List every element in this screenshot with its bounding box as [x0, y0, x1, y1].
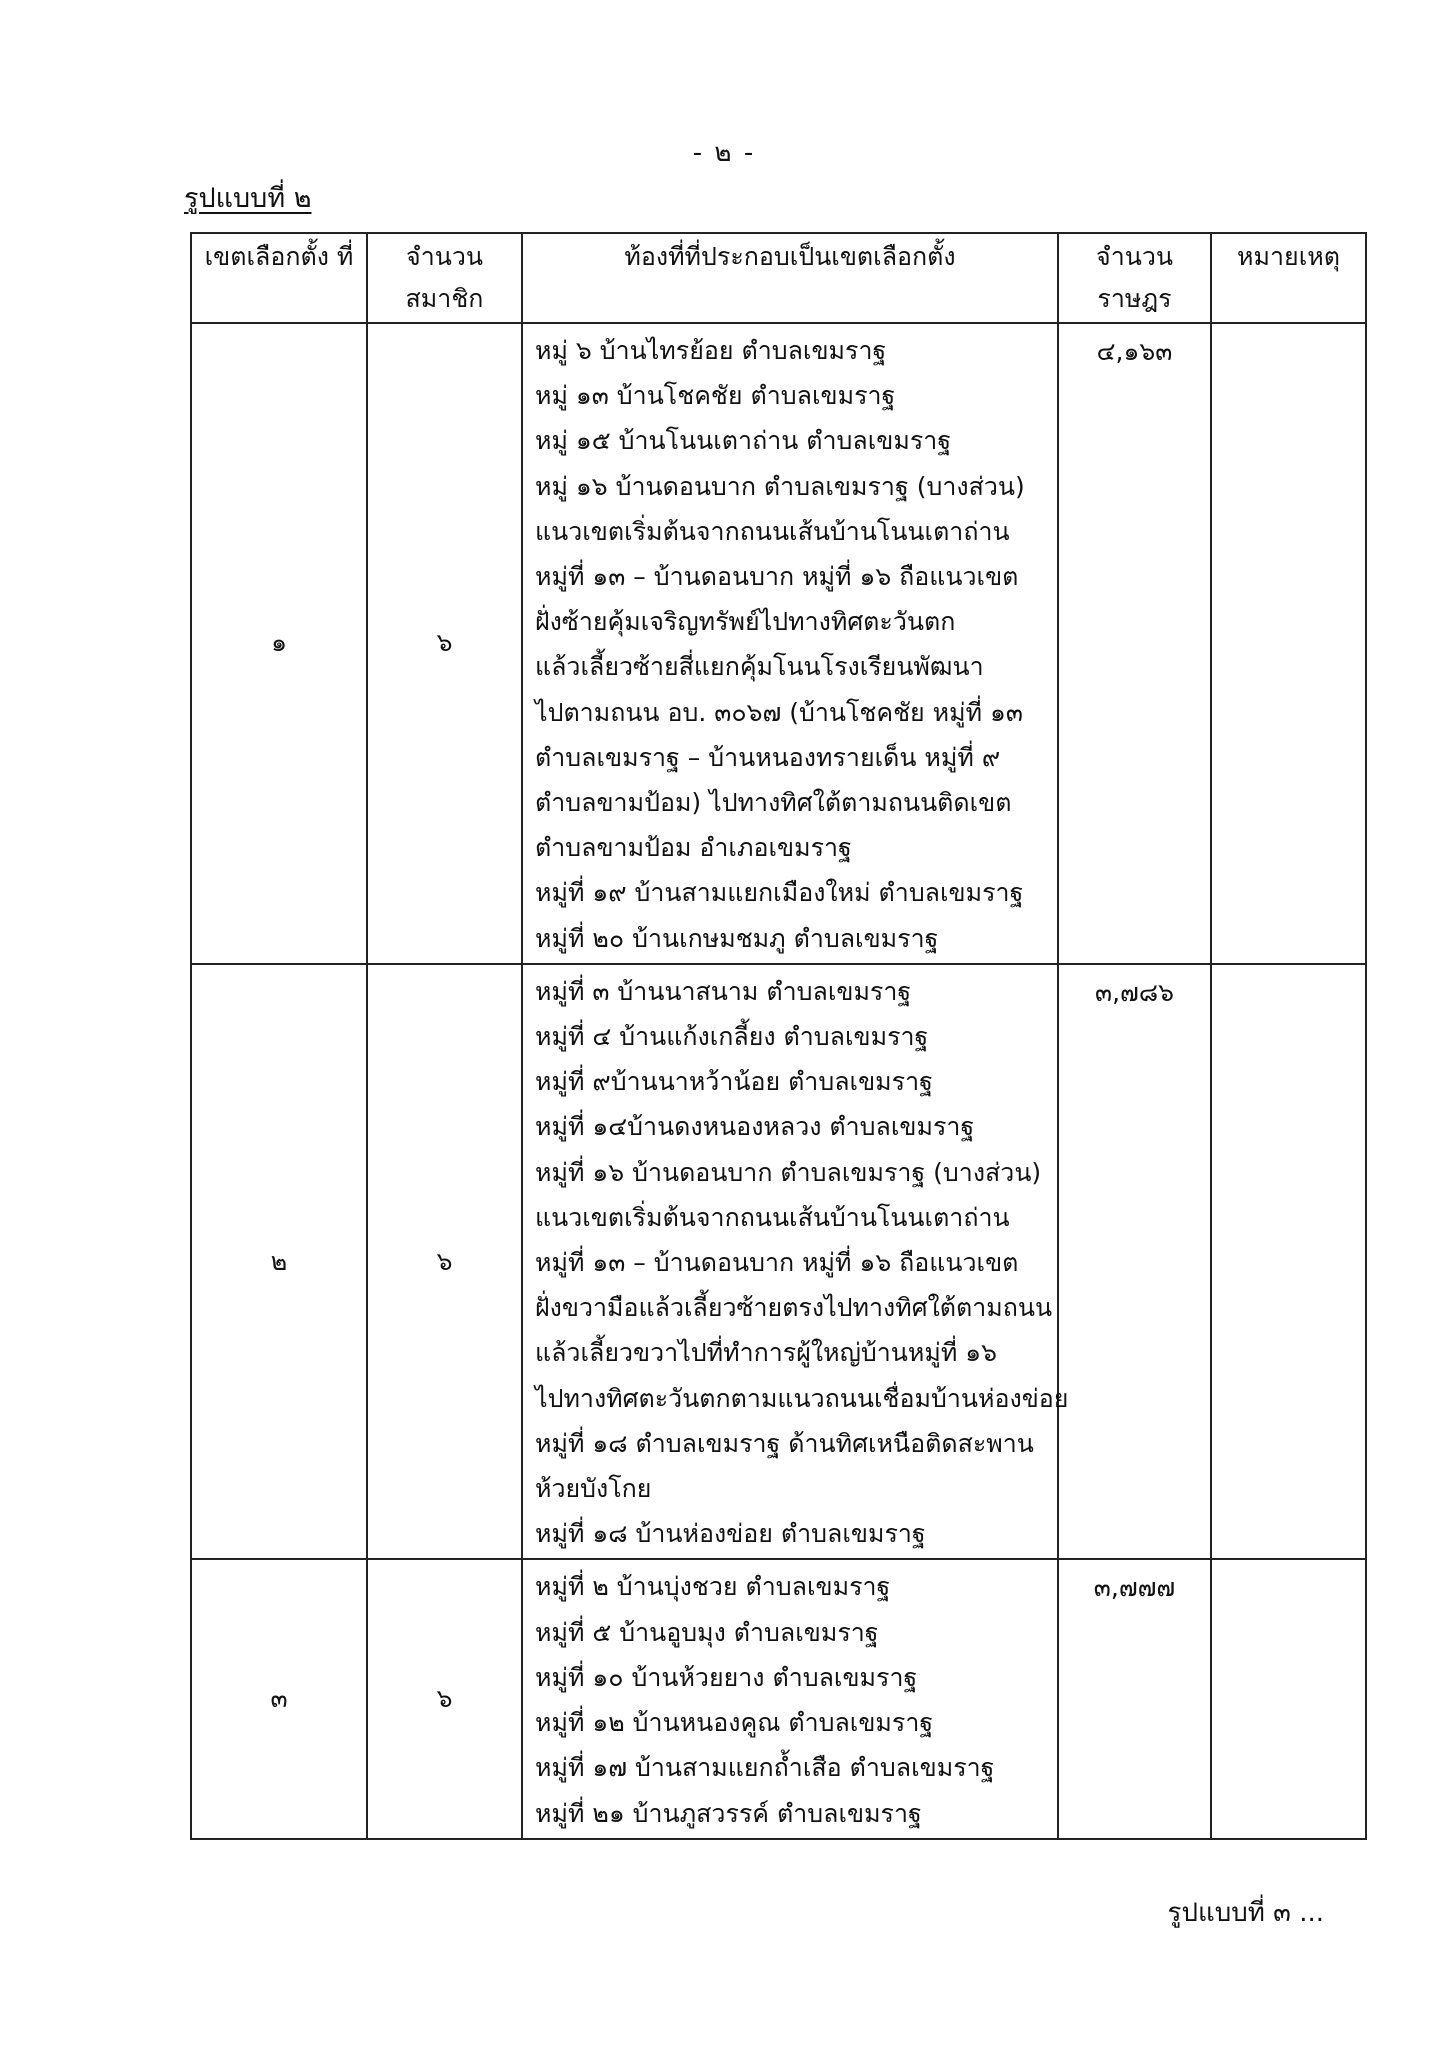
area-line: ตำบลขามป้อม อำเภอเขมราฐ [535, 833, 852, 863]
header-area: ท้องที่ที่ประกอบเป็นเขตเลือกตั้ง [522, 233, 1058, 323]
area-line: ไปตามถนน อบ. ๓๐๖๗ (บ้านโชคชัย หมู่ที่ ๑๓ [535, 697, 1023, 727]
area-line: หมู่ที่ ๒๐ บ้านเกษมชมภู ตำบลเขมราฐ [535, 923, 939, 953]
area-line: หมู่ที่ ๒๑ บ้านภูสวรรค์ ตำบลเขมราฐ [535, 1798, 922, 1828]
header-population: จำนวน ราษฎร [1058, 233, 1211, 323]
member-count: ๖ [367, 323, 522, 964]
area-line: หมู่ที่ ๑๗ บ้านสามแยกถ้ำเสือ ตำบลเขมราฐ [535, 1753, 995, 1783]
form-title: รูปแบบที่ ๒ [184, 183, 312, 214]
area-line: หมู่ ๖ บ้านไทรย้อย ตำบลเขมราฐ [535, 336, 887, 365]
table-row [191, 1559, 1366, 1838]
area-description [522, 323, 1058, 964]
district-number: ๓ [191, 1559, 367, 1838]
header-district: เขตเลือกตั้ง ที่ [191, 233, 367, 323]
area-line: หมู่ ๑๖ บ้านดอนบาก ตำบลเขมราฐ (บางส่วน) [535, 471, 1025, 501]
area-line: หมู่ที่ ๑๘ ตำบลเขมราฐ ด้านทิศเหนือติดสะพาน [535, 1428, 1034, 1458]
area-line: หมู่ที่ ๑๒ บ้านหนองคูณ ตำบลเขมราฐ [535, 1708, 934, 1738]
area-line: ฝั่งซ้ายคุ้มเจริญทรัพย์ไปทางทิศตะวันตก [535, 607, 956, 637]
area-line: ตำบลขามป้อม) ไปทางทิศใต้ตามถนนติดเขต [535, 788, 1012, 818]
area-line: หมู่ที่ ๑๓ – บ้านดอนบาก หมู่ที่ ๑๖ ถือแนวเขต [535, 562, 1019, 592]
population-count: ๔,๑๖๓ [1058, 323, 1211, 964]
area-line: หมู่ที่ ๙บ้านนาหว้าน้อย ตำบลเขมราฐ [535, 1067, 933, 1097]
next-page-reference: รูปแบบที่ ๓ ... [1167, 1898, 1324, 1928]
header-members: จำนวน สมาชิก [367, 233, 522, 323]
area-description [522, 1559, 1058, 1838]
electoral-district-table [190, 232, 1367, 1840]
district-number: ๒ [191, 964, 367, 1560]
note-cell [1211, 323, 1366, 964]
area-line: แนวเขตเริ่มต้นจากถนนเส้นบ้านโนนเตาถ่าน [535, 1202, 1010, 1232]
area-line: ไปทางทิศตะวันตกตามแนวถนนเชื่อมบ้านห่องข่อย [535, 1383, 1069, 1413]
table-row [191, 964, 1366, 1560]
table-header-row [191, 233, 1366, 323]
area-line: หมู่ที่ ๔ บ้านแก้งเกลี้ยง ตำบลเขมราฐ [535, 1022, 929, 1052]
area-description [522, 964, 1069, 1560]
area-line: หมู่ที่ ๑๔บ้านดงหนองหลวง ตำบลเขมราฐ [535, 1112, 975, 1142]
member-count: ๖ [367, 964, 522, 1560]
area-line: หมู่ที่ ๑๖ บ้านดอนบาก ตำบลเขมราฐ (บางส่วน) [535, 1157, 1042, 1187]
table-row [191, 323, 1366, 964]
area-line: หมู่ ๑๓ บ้านโชคชัย ตำบลเขมราฐ [535, 381, 896, 411]
header-note: หมายเหตุ [1211, 233, 1366, 323]
area-line: หมู่ที่ ๑๐ บ้านห้วยยาง ตำบลเขมราฐ [535, 1662, 918, 1692]
area-line: แล้วเลี้ยวขวาไปที่ทำการผู้ใหญ่บ้านหมู่ที่ ๑๖ [535, 1338, 997, 1368]
area-line: แนวเขตเริ่มต้นจากถนนเส้นบ้านโนนเตาถ่าน [535, 516, 1010, 546]
area-line: ฝั่งขวามือแล้วเลี้ยวซ้ายตรงไปทางทิศใต้ตามถนน [535, 1293, 1053, 1323]
area-line: หมู่ที่ ๓ บ้านนาสนาม ตำบลเขมราฐ [535, 976, 912, 1006]
area-line: ตำบลเขมราฐ – บ้านหนองทรายเด็น หมู่ที่ ๙ [535, 742, 1001, 772]
note-cell [1211, 964, 1366, 1560]
note-cell [1211, 1559, 1366, 1838]
population-count: ๓,๗๗๗ [1058, 1559, 1211, 1838]
district-number: ๑ [191, 323, 367, 964]
area-line: หมู่ที่ ๒ บ้านบุ่งชวย ตำบลเขมราฐ [535, 1572, 891, 1602]
area-line: หมู่ที่ ๕ บ้านอูบมุง ตำบลเขมราฐ [535, 1617, 879, 1647]
area-line: หมู่ที่ ๑๙ บ้านสามแยกเมืองใหม่ ตำบลเขมราฐ [535, 878, 1024, 908]
member-count: ๖ [367, 1559, 522, 1838]
area-line: หมู่ ๑๕ บ้านโนนเตาถ่าน ตำบลเขมราฐ [535, 426, 952, 456]
area-line: หมู่ที่ ๑๘ บ้านห่องข่อย ตำบลเขมราฐ [535, 1519, 926, 1549]
population-count: ๓,๗๘๖ [1058, 964, 1211, 1560]
area-line: ห้วยบังโกย [535, 1474, 652, 1504]
area-line: หมู่ที่ ๑๓ – บ้านดอนบาก หมู่ที่ ๑๖ ถือแนวเขต [535, 1248, 1019, 1278]
page-number: - ๒ - [692, 138, 756, 168]
area-line: แล้วเลี้ยวซ้ายสี่แยกคุ้มโนนโรงเรียนพัฒนา [535, 652, 984, 682]
